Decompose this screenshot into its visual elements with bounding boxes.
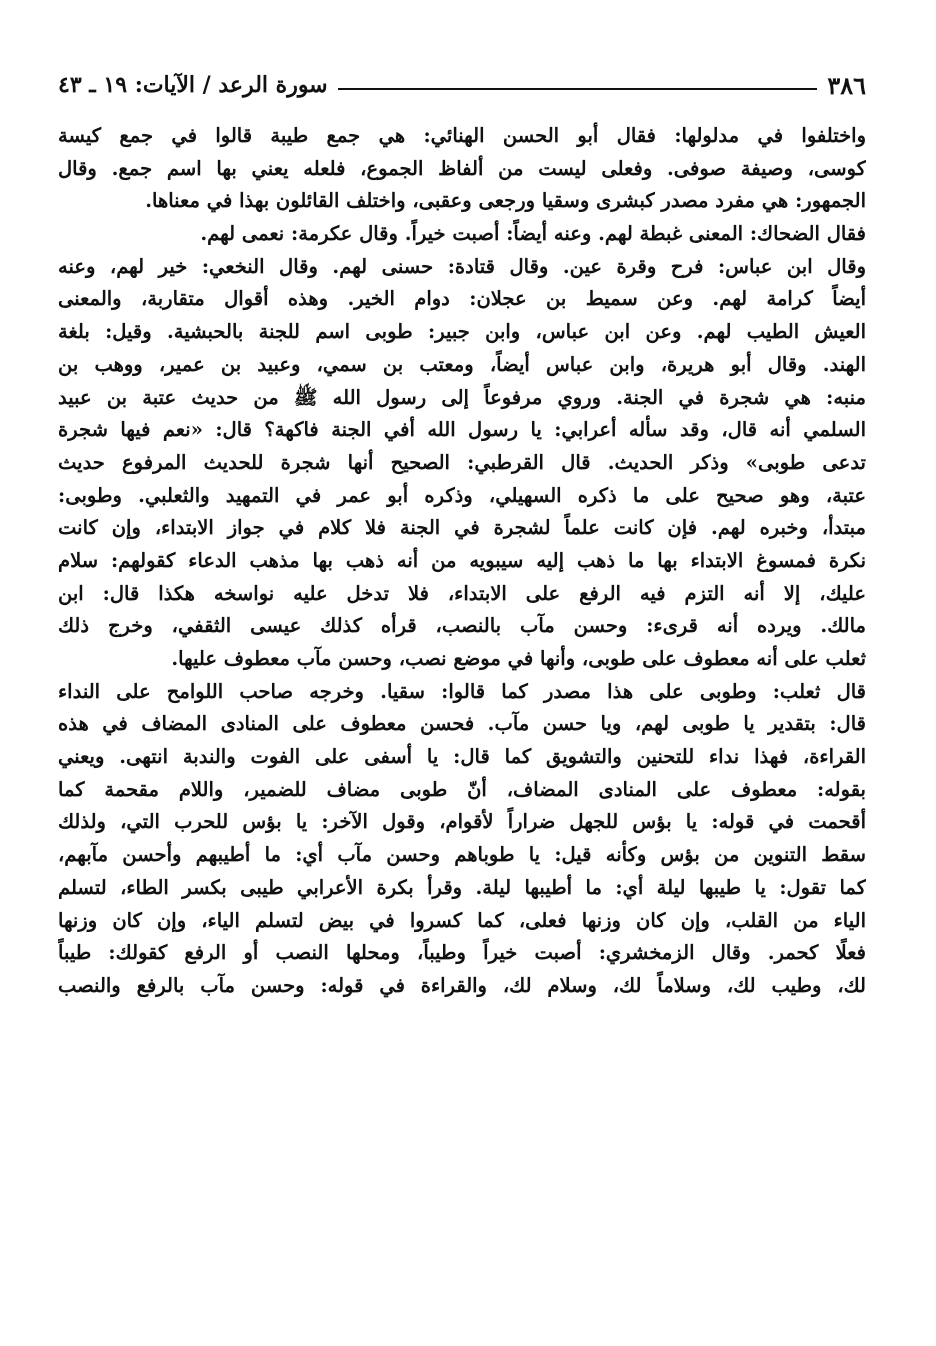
running-header (58, 60, 866, 100)
text-line: الهند. وقال أبو هريرة، وابن عباس أيضاً، ومعتب بن سمي، وعبيد بن عمير، ووهب بن (58, 352, 866, 376)
text-line: أيضاً كرامة لهم. وعن سميط بن عجلان: دوام الخير. وهذه أقوال متقاربة، والمعنى (58, 287, 866, 311)
text-line: تدعى طوبى» وذكر الحديث. قال القرطبي: الصحيح أنها شجرة للحديث المرفوع حديث (58, 450, 866, 474)
text-line: السلمي أنه قال، وقد سأله أعرابي: يا رسول الله أفي الجنة فاكهة؟ قال: «نعم فيها شجرة (58, 418, 866, 442)
text-line: قال ثعلب: وطوبى على هذا مصدر كما قالوا: سقيا. وخرجه صاحب اللوامح على النداء (58, 679, 866, 703)
book-page (58, 60, 866, 1003)
text-line: لك، وطيب لك، وسلاماً لك، وسلام لك، والقراءة في قوله: وحسن مآب بالرفع والنصب (58, 973, 866, 997)
text-line: مبتدأ، وخبره لهم. فإن كانت علماً لشجرة في الجنة فلا كلام في جواز الابتداء، وإن كانت (58, 516, 866, 540)
text-line: قال: بتقدير يا طوبى لهم، ويا حسن مآب. فحسن معطوف على المنادى المضاف في هذه (58, 712, 866, 736)
text-line: فقال الضحاك: المعنى غبطة لهم. وعنه أيضاً: أصبت خيراً. وقال عكرمة: نعمى لهم. (200, 222, 866, 246)
text-line: عتبة، وهو صحيح على ما ذكره السهيلي، وذكره أبو عمر في التمهيد والثعلبي. وطوبى: (58, 483, 866, 507)
text-line: العيش الطيب لهم. وعن ابن عباس، وابن جبير: طوبى اسم للجنة بالحبشية. وقيل: بلغة (58, 320, 866, 344)
text-line: واختلفوا في مدلولها: فقال أبو الحسن الهنائي: هي جمع طيبة قالوا في جمع كيسة (58, 124, 866, 147)
page-number: ٣٨٦ (827, 71, 866, 100)
text-line: ثعلب على أنه معطوف على طوبى، وأنها في موضع نصب، وحسن مآب معطوف عليها. (171, 647, 866, 670)
body-text (58, 120, 866, 1003)
text-line: كما تقول: يا طيبها ليلة أي: ما أطيبها ليلة. وقرأ بكرة الأعرابي طيبى بكسر الطاء، لتسلم (58, 875, 866, 899)
text-line: نكرة فمسوغ الابتداء بها ما ذهب إليه سيبويه من أنه ذهب بها مذهب الدعاء كقولهم: سلام (58, 548, 866, 572)
text-line: فعلًا كحمر. وقال الزمخشري: أصبت خيراً وطيباً، ومحلها النصب أو الرفع كقولك: طيباً (58, 941, 866, 965)
text-line: القراءة، فهذا نداء للتحنين والتشويق كما قال: يا أسفى على الفوت والندبة انتهى. ويعني (58, 745, 866, 769)
text-line: أقحمت في قوله: يا بؤس للجهل ضراراً لأقوام، وقول الآخر: يا بؤس للحرب التي، ولذلك (58, 810, 866, 834)
text-line: سقط التنوين من بؤس وكأنه قيل: يا طوباهم وحسن مآب أي: ما أطيبهم وأحسن مآبهم، (58, 843, 866, 867)
text-line: عليك، إلا أنه التزم فيه الرفع على الابتداء، فلا تدخل عليه نواسخه هكذا قال: ابن (58, 581, 866, 605)
text-line: الياء من القلب، وإن كان وزنها فعلى، كما كسروا في بيض لتسلم الياء، وإن كان وزنها (58, 908, 866, 932)
text-line: منبه: هي شجرة في الجنة. وروي مرفوعاً إلى رسول الله ﷺ من حديث عتبة بن عبيد (58, 385, 866, 409)
chapter-title: سورة الرعد / الآيات: ١٩ ـ ٤٣ (58, 72, 328, 98)
text-line: وقال ابن عباس: فرح وقرة عين. وقال قتادة: حسنى لهم. وقال النخعي: خير لهم، وعنه (58, 254, 866, 278)
text-line: مالك. ويرده أنه قرىء: وحسن مآب بالنصب، قرأه كذلك عيسى الثقفي، وخرج ذلك (58, 614, 866, 638)
text-line: كوسى، وصيفة صوفى. وفعلى ليست من ألفاظ الجموع، فلعله يعني بها اسم جمع. وقال (58, 156, 866, 180)
text-line: الجمهور: هي مفرد مصدر كبشرى وسقيا ورجعى وعقبى، واختلف القائلون بهذا في معناها. (145, 189, 866, 213)
text-line: بقوله: معطوف على المنادى المضاف، أنّ طوبى مضاف للضمير، واللام مقحمة كما (58, 777, 866, 801)
header-rule (338, 88, 818, 90)
